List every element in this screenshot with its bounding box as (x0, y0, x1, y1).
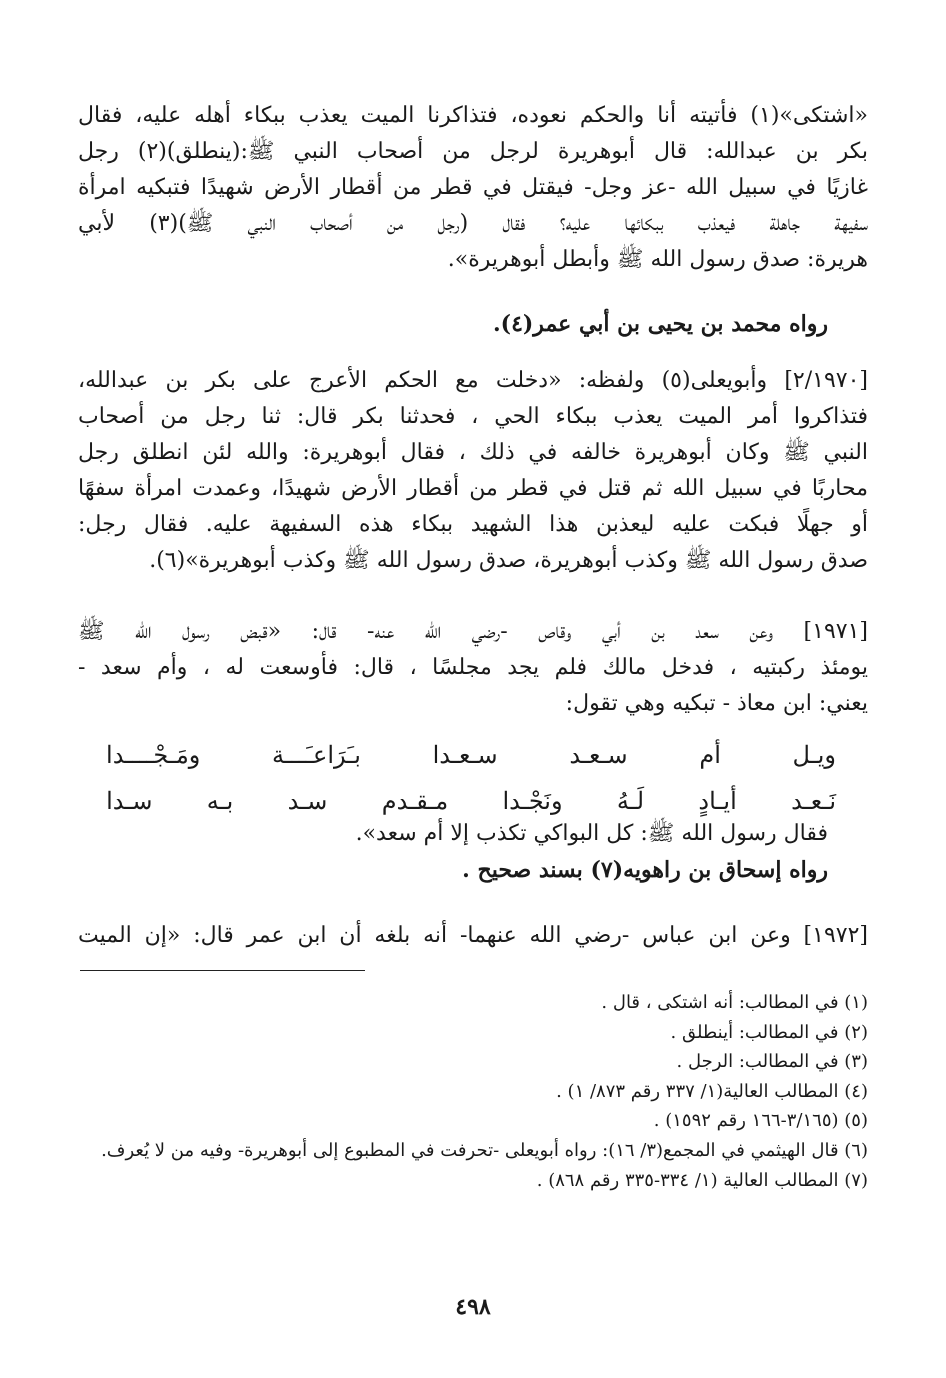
after-poem (78, 816, 868, 888)
hadith-1970 (78, 363, 868, 579)
page-number: ٤٩٨ (455, 1294, 491, 1320)
footnote: (٧) المطالب العالية (١/ ٣٣٤-٣٣٥ رقم ٨٦٨) . (536, 1169, 868, 1191)
text-line: فقال رسول الله ﷺ: كل البواكي تكذب إلا أم سعد». (355, 821, 828, 846)
poem (106, 732, 836, 824)
footnote: (٢) في المطالب: أينطلق . (670, 1021, 868, 1043)
text-line: «اشتكى»(١) فأتيته أنا والحكم نعوده، فتذاكرنا الميت يعذب ببكاء أهله عليه، فقال (78, 103, 868, 128)
poem-word: أم (699, 741, 721, 769)
poem-word: ويـل (792, 741, 836, 769)
text-line: النبي ﷺ وكان أبوهريرة خالفه في ذلك ، فقال أبوهريرة: والله لئن انطلق رجل (78, 440, 868, 465)
footnote: (٦) قال الهيثمي في المجمع(٣/ ١٦): رواه أبويعلى -تحرفت في المطبوع إلى أبوهريرة- وفيه من لا يُعرف. (101, 1139, 868, 1161)
text-line: يعني: ابن معاذ - تبكيه وهي تقول: (565, 691, 868, 716)
poem-word: بـه (206, 787, 234, 815)
footnotes (78, 988, 868, 1195)
poem-word: سـعـد (569, 741, 628, 769)
footnote: (٤) المطالب العالية(١/ ٣٣٧ رقم ٨٧٣/ ١) . (556, 1080, 868, 1102)
paragraph-1 (78, 98, 868, 278)
poem-verse-1 (106, 732, 836, 778)
poem-word: سـدا (106, 787, 153, 815)
poem-word: سـعـدا (432, 741, 498, 769)
poem-word: أيـادٍ (698, 787, 737, 815)
text-line: [٢/١٩٧٠] وأبويعلى(٥) ولفظه: «دخلت مع الحكم الأعرج على بكر بن عبدالله، (78, 368, 868, 393)
poem-word: نَـعـد (791, 787, 836, 815)
poem-word: ومَـجْــــدا (106, 741, 201, 769)
hadith-1972 (78, 918, 868, 954)
text-line: غازيًا في سبيل الله -عز وجل- فيقتل في قطر من أقطار الأرض شهيدًا فتبكيه امرأة (78, 175, 868, 200)
footnote: (٥) (٣/١٦٥-١٦٦ رقم ١٥٩٢) . (653, 1110, 868, 1132)
narration-line: رواه محمد بن يحيى بن أبي عمر(٤). (492, 311, 828, 337)
poem-word: بـَرَاعـَـــة (272, 741, 361, 769)
text-line: أو جهلًا فبكت عليه ليعذبن هذا الشهيد ببكاء هذه السفيهة عليه. فقال رجل: (78, 512, 868, 537)
footnote-divider (80, 970, 365, 971)
footnote: (١) في المطالب: أنه اشتكى ، قال . (601, 992, 868, 1013)
text-line: [١٩٧١] وعن سعد بن أبي وقاص -رضي الله عنه- قال: «قبض رسول الله ﷺ (78, 619, 868, 644)
narration-line: رواه إسحاق بن راهويه(٧) بسند صحيح . (462, 857, 828, 883)
text-line: يومئذ ركبتيه ، فدخل مالك فلم يجد مجلسًا ، قال: فأوسعت له ، وأم سعد - (78, 655, 868, 680)
footnote: (٣) في المطالب: الرجل . (676, 1051, 868, 1073)
text-line: فتذاكروا أمر الميت يعذب ببكاء الحي ، فحدثنا بكر قال: ثنا رجل من أصحاب (78, 404, 868, 429)
text-line: صدق رسول الله ﷺ وكذب أبوهريرة، صدق رسول الله ﷺ وكذب أبوهريرة»(٦). (149, 548, 868, 573)
narration-1 (78, 306, 868, 342)
hadith-1971 (78, 614, 868, 722)
poem-word: ونَجْـدا (502, 787, 563, 815)
text-line: محاربًا في سبيل الله ثم قتل في قطر من أقطار الأرض شهيدًا، وعمدت امرأة سفهًا (78, 476, 868, 501)
text-line: سفيهة جاهلة فيعذب ببكائها عليه؟ فقال (رجل من أصحاب النبي ﷺ)(٣) لأبي (78, 211, 868, 236)
text-line: هريرة: صدق رسول الله ﷺ وأبطل أبوهريرة». (447, 247, 868, 272)
poem-word: لَـهُ (616, 787, 645, 815)
poem-word: مـقـدم (381, 787, 449, 815)
text-line: بكر بن عبدالله: قال أبوهريرة لرجل من أصحاب النبي ﷺ:(ينطلق)(٢) رجل (78, 139, 868, 164)
text-line: [١٩٧٢] وعن ابن عباس -رضي الله عنهما- أنه بلغه أن ابن عمر قال: «إن الميت (78, 923, 868, 948)
poem-word: سـد (287, 787, 328, 815)
